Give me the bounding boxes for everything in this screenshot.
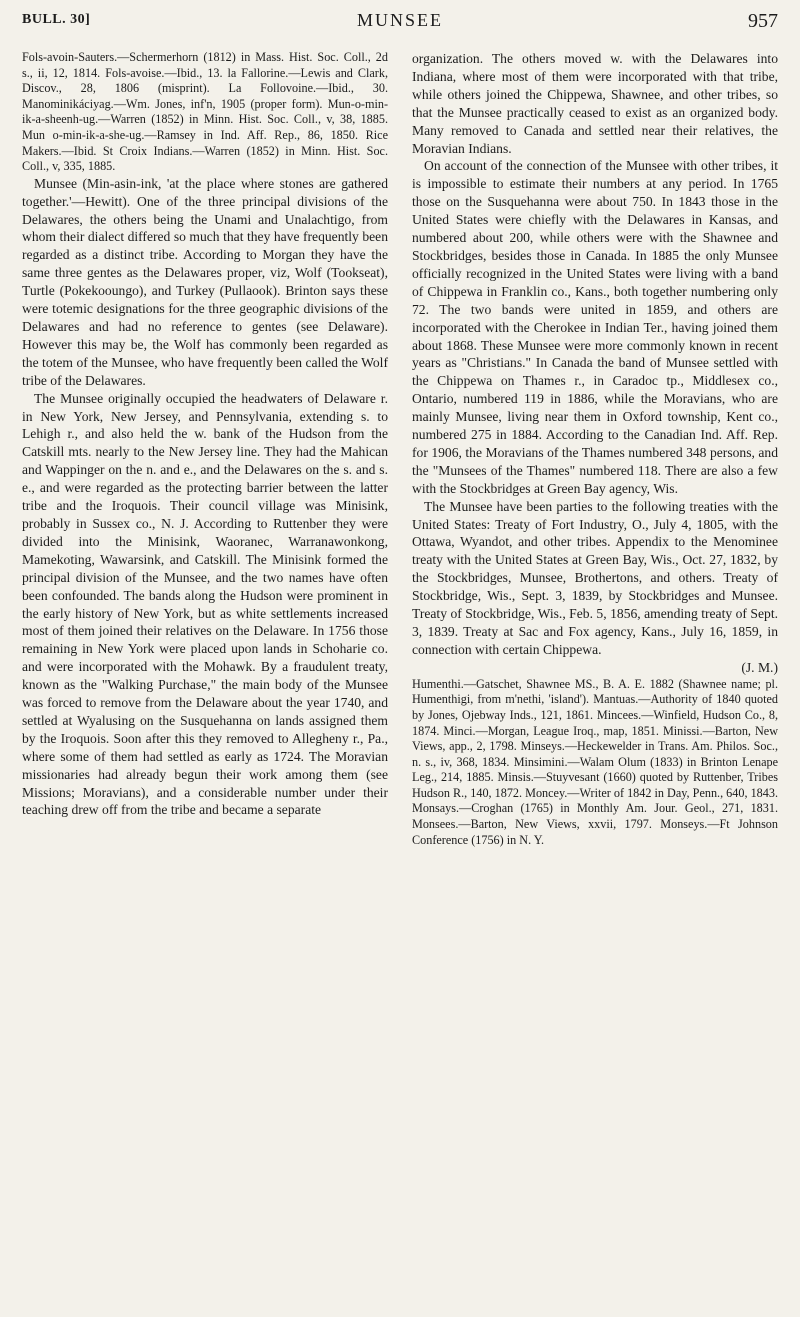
synonymy-block-bottom	[412, 677, 778, 849]
bulletin-label: BULL. 30]	[22, 12, 91, 27]
population-paragraph: On account of the connection of the Munsee with other tribes, it is impossible to estimate their numbers at any period. In 1765 those on the Susquehanna were about 750. In 1843 those in the United States were chiefly with the Delawares in Kansas, and numbered about 200, while others were with the Shawnee and Stockbridges, besides those in Canada. In 1885 the only Munsee officially recognized in the United States were living with a band of Chippewa in Franklin co., Kans., both together numbering only 72. The two bands were united in 1859, and others are incorporated with the Cherokee in Indian Ter., having joined them about 1868. These Munsee were more commonly known in recent years as "Christians." In Canada the band of Munsee settled with the Chippewa on Thames r., in Caradoc tp., Middlesex co., Ontario, numbered 119 in 1886, while the Moravians, who are mainly Munsee, living near them in Oxford township, Kent co., numbered 275 in 1884. According to the Canadian Ind. Aff. Rep. for 1906, the Moravians of the Thames numbered 348 persons, and the "Munsees of the Thames" numbered 118. There are also a few with the Stockbridges at Green Bay agency, Wis.	[412, 158, 778, 496]
page-number: 957	[748, 10, 778, 32]
treaties-paragraph: The Munsee have been parties to the following treaties with the United States: Treaty of Fort Industry, O., July 4, 1805, with the Ottawa, Wyandot, and other tribes. Appendix to the Menominee treaty with the United States at Green Bay, Wis., Oct. 27, 1832, by the Stockbridges, Munsee, Brothertons, and others. Treaty of Stockbridge, Wis., Sept. 3, 1839, by Stockbridges and Munsee. Treaty of Stockbridge, Wis., Feb. 5, 1856, amending treaty of Sept. 3, 1839. Treaty at Sac and Fox agency, Kans., July 16, 1859, in connection with certain Chippewa.	[412, 498, 778, 657]
munsee-history-paragraph: The Munsee originally occupied the headwaters of Delaware r. in New York, New Jersey, and Pennsylvania, extending s. to Lehigh r., and also held the w. bank of the Hudson from the Catskill mts. nearly to the New Jersey line. They had the Mahican and Wappinger on the n. and e., and the Delawares on the s. and s. e., and were regarded as the protecting barrier between the latter tribe and the Iroquois. Their council village was Minisink, probably in Sussex co., N. J. According to Ruttenber they were divided into the Minisink, Waoranec, Warranawonkong, Mamekoting, Wawarsink, and Catskill. The Minisink formed the principal division of the Munsee, and the two names have often been confounded. The bands along the Hudson were prominent in the early history of New York, but as white settlements increased most of them joined their relatives on the Delaware. In 1756 those remaining in New York were placed upon lands in Schoharie co. and were incorporated with the Mohawk. By a fraudulent treaty, known as the "Walking Purchase," the main body of the Munsee was forced to remove from the Delaware about the year 1740, and settled at Wyalusing on the Susquehanna on lands assigned them by the Iroquois. Soon after this they removed to Allegheny r., Pa., where some of them had settled as early as 1724. The Moravian missionaries had already begun their work among them (see Missions; Moravians), and a considerable number under their teaching drew off from the tribe and became a separate	[22, 390, 388, 818]
author-initials: (J. M.)	[741, 659, 778, 675]
history-continued-paragraph: organization. The others moved w. with the Delawares into Indiana, where most of them were incorporated with that tribe, while others joined the Chippewa, Shawnee, and other tribes, so that the Munsee practically ceased to exist as an organized body. Many removed to Canada and settled near their relatives, the Moravian Indians.	[412, 51, 778, 156]
running-head: MUNSEE	[356, 10, 443, 30]
synonymy-list: Humenthi.—Gatschet, Shawnee MS., B. A. E. 1882 (Shawnee name; pl. Humenthigi, from m'nethi, 'island'). Mantuas.—Authority of 1840 quoted by Jones, Ojebway Inds., 121, 1861. Mincees.—Winfield, Hudson Co., 8, 1874. Minci.—Morgan, League Iroq., map, 1851. Minissi.—Barton, New Views, app., 2, 1798. Minseys.—Heckewelder in Trans. Am. Philos. Soc., n. s., iv, 368, 1834. Minsimini.—Walam Olum (1833) in Brinton Lenape Leg., 214, 1885. Minsis.—Stuyvesant (1660) quoted by Ruttenber, Tribes Hudson R., 140, 1872. Moncey.—Writer of 1842 in Day, Penn., 640, 1843. Monsays.—Croghan (1765) in Monthly Am. Jour. Geol., 271, 1831. Monsees.—Barton, New Views, xxvii, 1797. Monseys.—Ft Johnson Conference (1756) in N. Y.	[412, 676, 778, 847]
left-column	[22, 50, 388, 819]
right-column	[412, 50, 778, 848]
munsee-intro-paragraph: Munsee (Min-asin-ink, 'at the place where stones are gathered together.'—Hewitt). One of the three principal divisions of the Delawares, the others being the Unami and Unalachtigo, from whom their dialect differed so much that they have frequently been regarded as a distinct tribe. According to Morgan they have the same three gentes as the Delawares proper, viz, Wolf (Tookseat), Turtle (Pokekooungo), and Turkey (Pullaook). Brinton says these were totemic designations for the three geographic divisions of the Delawares and had no reference to gentes (see Delaware). However this may be, the Wolf has commonly been regarded as the totem of the Munsee, who have frequently been called the Wolf tribe of the Delawares.	[22, 175, 388, 388]
synonymy-paragraph: Fols-avoin-Sauters.—Schermerhorn (1812) in Mass. Hist. Soc. Coll., 2d s., ii, 12, 1814. Fols-avoise.—Ibid., 13. la Fallorine.—Lewis and Clark, Discov., 28, 1806 (misprint). La Follovoine.—Ibid., 30. Manominikáciyag.—Wm. Jones, inf'n, 1905 (proper form). Mun-o-min-ik-a-sheenh-ug.—Warren (1852) in Minn. Hist. Soc. Coll., v, 38, 1885. Mun o-min-ik-a-she-ug.—Ramsey in Ind. Aff. Rep., 86, 1850. Rice Makers.—Ibid. St Croix Indians.—Warren (1852) in Minn. Hist. Soc. Coll., v, 335, 1885.	[22, 50, 388, 174]
synonymy-block-top	[22, 50, 388, 175]
